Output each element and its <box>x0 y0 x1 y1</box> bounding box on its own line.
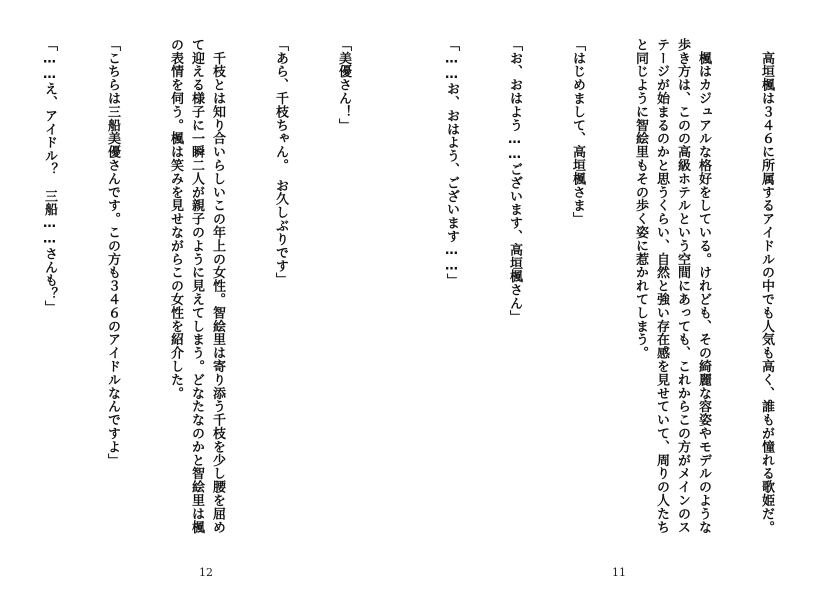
paragraph: 「お、おはよう……ございます、高垣楓さん」 <box>507 38 522 324</box>
left-page-body <box>18 38 396 538</box>
paragraph: 「あら、千枝ちゃん。 お久しぶりです」 <box>273 38 288 287</box>
left-page <box>0 0 413 600</box>
paragraph: 「……え、アイドル？ 三船……さんも？」 <box>42 38 57 314</box>
paragraph: 「……お、おはよう、ございます……」 <box>444 38 459 288</box>
paragraph: 高垣楓は３４６に所属するアイドルの中でも人気も高く、誰もが憧れる歌姫だ。 <box>759 38 774 534</box>
right-page <box>414 0 827 600</box>
page-number: 11 <box>612 566 626 579</box>
paragraph: 「はじめまして、高垣楓さま」 <box>570 38 585 226</box>
paragraph: 「美優さん！」 <box>336 38 351 132</box>
page-number: 12 <box>199 566 213 579</box>
right-page-body <box>424 38 819 538</box>
paragraph: 千枝とは知り合いらしいこの年上の女性。智絵里は寄り添う千枝を少し腰を屈めて迎える様子に一瞬二人が親子のように見えてしまう。どなたなのかと智絵里は楓の表情を伺う。楓は笑みを見せながらこの女性を紹介した。 <box>168 38 225 534</box>
paragraph: 楓はカジュアルな格好をしている。けれども、その綺麗な容姿やモデルのような歩き方は、このの高級ホテルという空間にあっても、これからこの方がメインのステージが始まるのかと思うくらい、自然と強い存在感を見せていて、周りの人たちと同じように智絵里もその歩く姿に惹かれてしまう。 <box>633 38 711 534</box>
paragraph: 「こちらは三船美優さんです。この方も３４６のアイドルなんですよ」 <box>105 38 120 467</box>
